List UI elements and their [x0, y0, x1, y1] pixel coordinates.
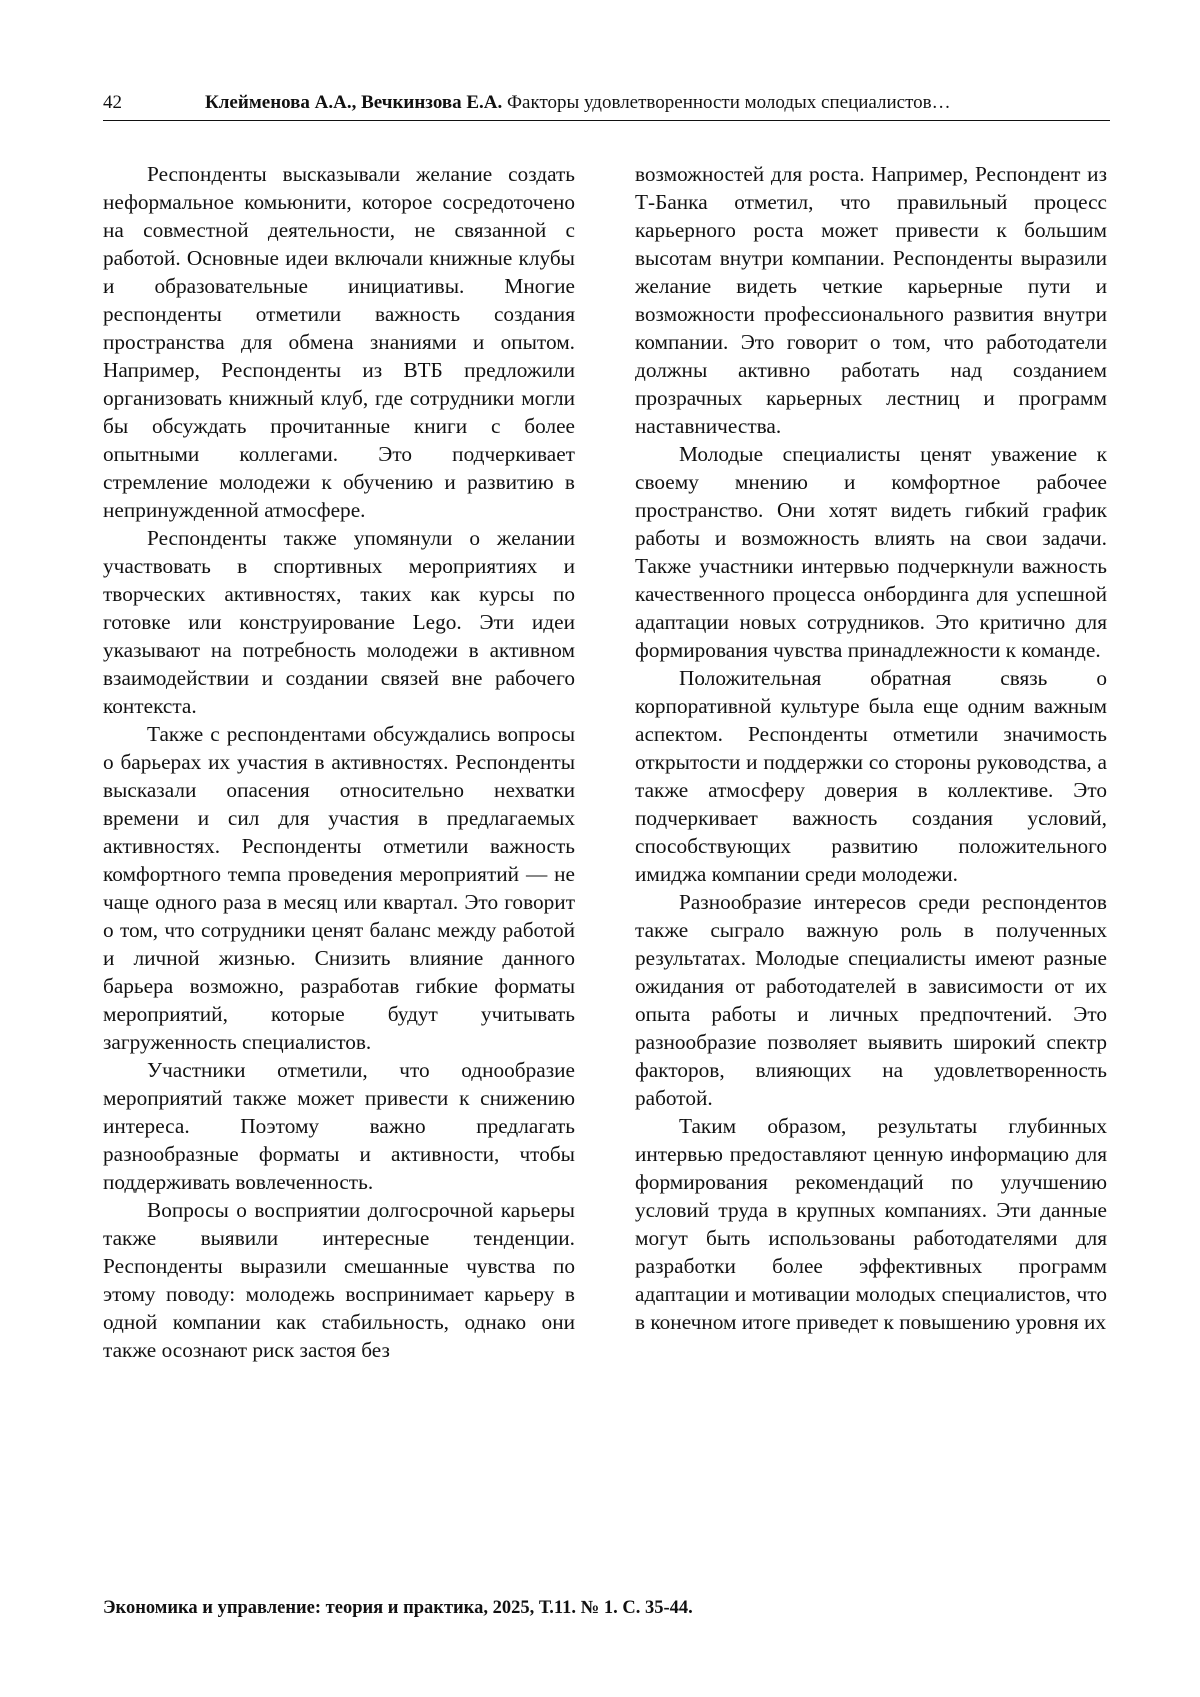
paragraph: Респонденты также упомянули о желании участвовать в спортивных мероприятиях и творческих активностях, таких как курсы по готовке или конструирование Lego. Эти идеи указывают на потребность молодежи в активном взаимодействии и создании связей вне рабочего контекста.: [103, 524, 575, 720]
running-header: [103, 92, 1110, 121]
paragraph: Молодые специалисты ценят уважение к своему мнению и комфортное рабочее пространство. Они хотят видеть гибкий график работы и возможность влиять на свои задачи. Также участники интервью подчеркнули важность качественного процесса онбординга для успешной адаптации новых сотрудников. Это критично для формирования чувства принадлежности к команде.: [635, 440, 1107, 664]
paragraph-continuation: возможностей для роста. Например, Респондент из Т-Банка отметил, что правильный процесс карьерного роста может привести к большим высотам внутри компании. Респонденты выразили желание видеть четкие карьерные пути и возможности профессионального развития внутри компании. Это говорит о том, что работодатели должны активно работать над созданием прозрачных карьерных лестниц и программ наставничества.: [635, 160, 1107, 440]
paragraph: Также с респондентами обсуждались вопросы о барьерах их участия в активностях. Респонденты высказали опасения относительно нехватки времени и сил для участия в предлагаемых активностях. Респонденты отметили важность комфортного темпа проведения мероприятий — не чаще одного раза в месяц или квартал. Это говорит о том, что сотрудники ценят баланс между работой и личной жизнью. Снизить влияние данного барьера возможно, разработав гибкие форматы мероприятий, которые будут учитывать загруженность специалистов.: [103, 720, 575, 1056]
running-title-authors: Клейменова А.А., Вечкинзова Е.А.: [205, 92, 502, 113]
running-title-text: Факторы удовлетворенности молодых специалистов…: [502, 92, 950, 113]
paragraph: Положительная обратная связь о корпоративной культуре была еще одним важным аспектом. Респонденты отметили значимость открытости и поддержки со стороны руководства, а также атмосферу доверия в коллективе. Это подчеркивает важность создания условий, способствующих развитию положительного имиджа компании среди молодежи.: [635, 664, 1107, 888]
running-title: [205, 92, 951, 114]
paragraph: Разнообразие интересов среди респондентов также сыграло важную роль в полученных результатах. Молодые специалисты имеют разные ожидания от работодателей в зависимости от их опыта работы и личных предпочтений. Это разнообразие позволяет выявить широкий спектр факторов, влияющих на удовлетворенность работой.: [635, 888, 1107, 1112]
paragraph: Вопросы о восприятии долгосрочной карьеры также выявили интересные тенденции. Респонденты выразили смешанные чувства по этому поводу: молодежь воспринимает карьеру в одной компании как стабильность, однако они также осознают риск застоя без: [103, 1196, 575, 1364]
right-column: [635, 160, 1107, 1336]
journal-citation: Экономика и управление: теория и практика, 2025, Т.11. № 1. С. 35-44.: [103, 1598, 693, 1619]
paragraph: Таким образом, результаты глубинных интервью предоставляют ценную информацию для формирования рекомендаций по улучшению условий труда в крупных компаниях. Эти данные могут быть использованы работодателями для разработки более эффективных программ адаптации и мотивации молодых специалистов, что в конечном итоге приведет к повышению уровня их: [635, 1112, 1107, 1336]
paragraph: Участники отметили, что однообразие мероприятий также может привести к снижению интереса. Поэтому важно предлагать разнообразные форматы и активности, чтобы поддерживать вовлеченность.: [103, 1056, 575, 1196]
page-number: 42: [103, 92, 122, 114]
paragraph: Респонденты высказывали желание создать неформальное комьюнити, которое сосредоточено на совместной деятельности, не связанной с работой. Основные идеи включали книжные клубы и образовательные инициативы. Многие респонденты отметили важность создания пространства для обмена знаниями и опытом. Например, Респонденты из ВТБ предложили организовать книжный клуб, где сотрудники могли бы обсуждать прочитанные книги с более опытными коллегами. Это подчеркивает стремление молодежи к обучению и развитию в непринужденной атмосфере.: [103, 160, 575, 524]
left-column: [103, 160, 575, 1364]
